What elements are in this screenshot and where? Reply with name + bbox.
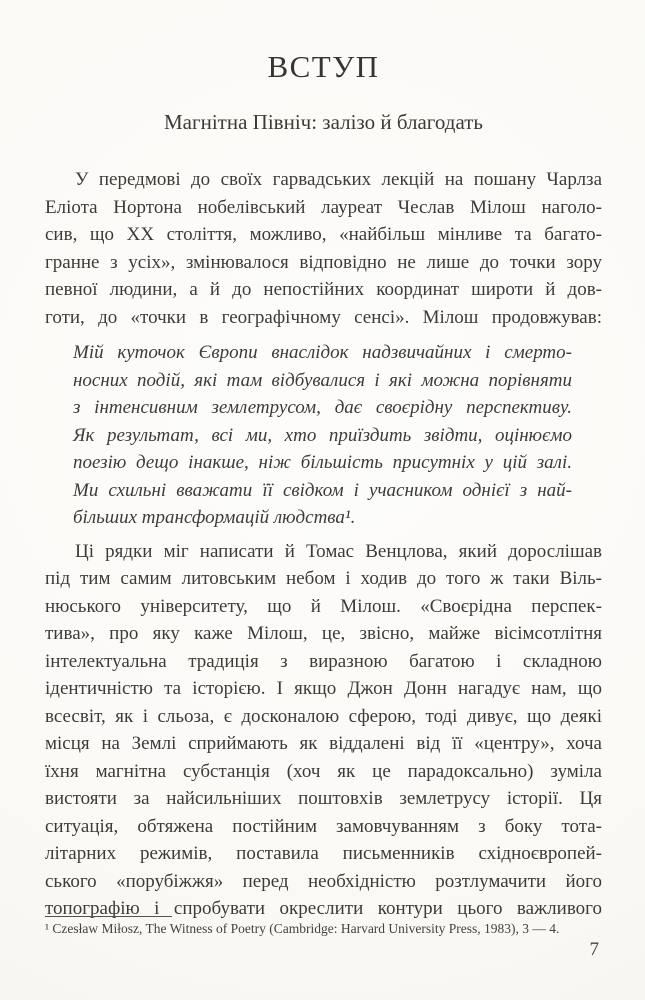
text-line: з інтенсивним землетрусом, дає своєрідну перспективу.	[73, 397, 572, 418]
text-line: Як результат, всі ми, хто приїздить звідти, оцінюємо	[73, 424, 572, 446]
text-line: поезію дещо інакше, ніж більшість присутніх у цій залі.	[73, 452, 572, 473]
text-line: тива», про яку каже Мілош, це, звісно, майже вісімсотлітня	[45, 623, 602, 644]
text-line: У передмові до своїх гарвадських лекцій на пошану Чарлза	[75, 169, 602, 190]
body-paragraph-1	[45, 166, 602, 331]
text-line: літарних режимів, поставила письменників східноєвропей-	[45, 843, 602, 864]
text-line: Еліота Нортона нобелівський лауреат Чеслав Мілош наголо-	[45, 196, 602, 218]
text-line: всесвіт, як і сльоза, є досконалою сферою, тоді дивує, що деякі	[45, 705, 602, 727]
text-line: Мій куточок Європи внаслідок надзвичайних і смерто-	[73, 342, 572, 363]
text-line: під тим самим литовським небом і ходив до того ж таки Віль-	[45, 568, 602, 589]
text-line: їхня магнітна субстанція (хоч як це парадоксально) зуміла	[45, 760, 602, 782]
footnote-text: ¹ Czesław Miłosz, The Witness of Poetry (Cambridge: Harvard University Press, 1983), 3 — 4.	[45, 921, 560, 936]
text-line: сив, що ХХ століття, можливо, «найбільш мінливе та багато-	[45, 224, 602, 245]
page-number: 7	[589, 939, 599, 960]
text-line: ситуація, обтяжена постійним замовчуванням з боку тота-	[45, 815, 602, 837]
text-line: носних подій, які там відбувалися і які можна порівняти	[73, 369, 572, 391]
chapter-subtitle: Магнітна Північ: залізо й благодать	[164, 110, 483, 134]
text-line: певної людини, а й до непостійних координат широти й дов-	[45, 279, 602, 300]
text-line: ідентичністю та історією. І якщо Джон Донн нагадує нам, що	[45, 678, 602, 699]
body-paragraph-2	[45, 538, 602, 923]
text-line: готи, до «точки в географічному сенсі». Мілош продовжував:	[45, 306, 602, 328]
text-line: вистояти за найсильніших поштовхів землетрусу історії. Ця	[45, 788, 602, 809]
text-line: гранне з усіх», змінювалося відповідно не лише до точки зору	[45, 251, 602, 273]
text-line: інтелектуальна традиція з виразною багатою і складною	[45, 650, 602, 672]
text-line: нюського університету, що й Мілош. «Своєрідна перспек-	[45, 595, 602, 617]
footnote-separator	[45, 916, 172, 917]
chapter-title: ВСТУП	[267, 49, 380, 84]
text-line: більших трансформацій людства¹.	[73, 507, 356, 528]
footnote-block	[45, 916, 602, 937]
text-line: місця на Землі сприймають як віддалені від її «центру», хоча	[45, 733, 602, 754]
text-line: топографію і спробувати окреслити контури цього важливого	[45, 898, 602, 919]
text-line: ського «порубіжжя» перед необхідністю розтлумачити його	[45, 870, 602, 892]
block-quote	[45, 339, 602, 532]
text-line: Ми схильні вважати її свідком і учасником однієї з най-	[73, 479, 572, 501]
text-line: Ці рядки міг написати й Томас Венцлова, який дорослішав	[75, 540, 602, 562]
